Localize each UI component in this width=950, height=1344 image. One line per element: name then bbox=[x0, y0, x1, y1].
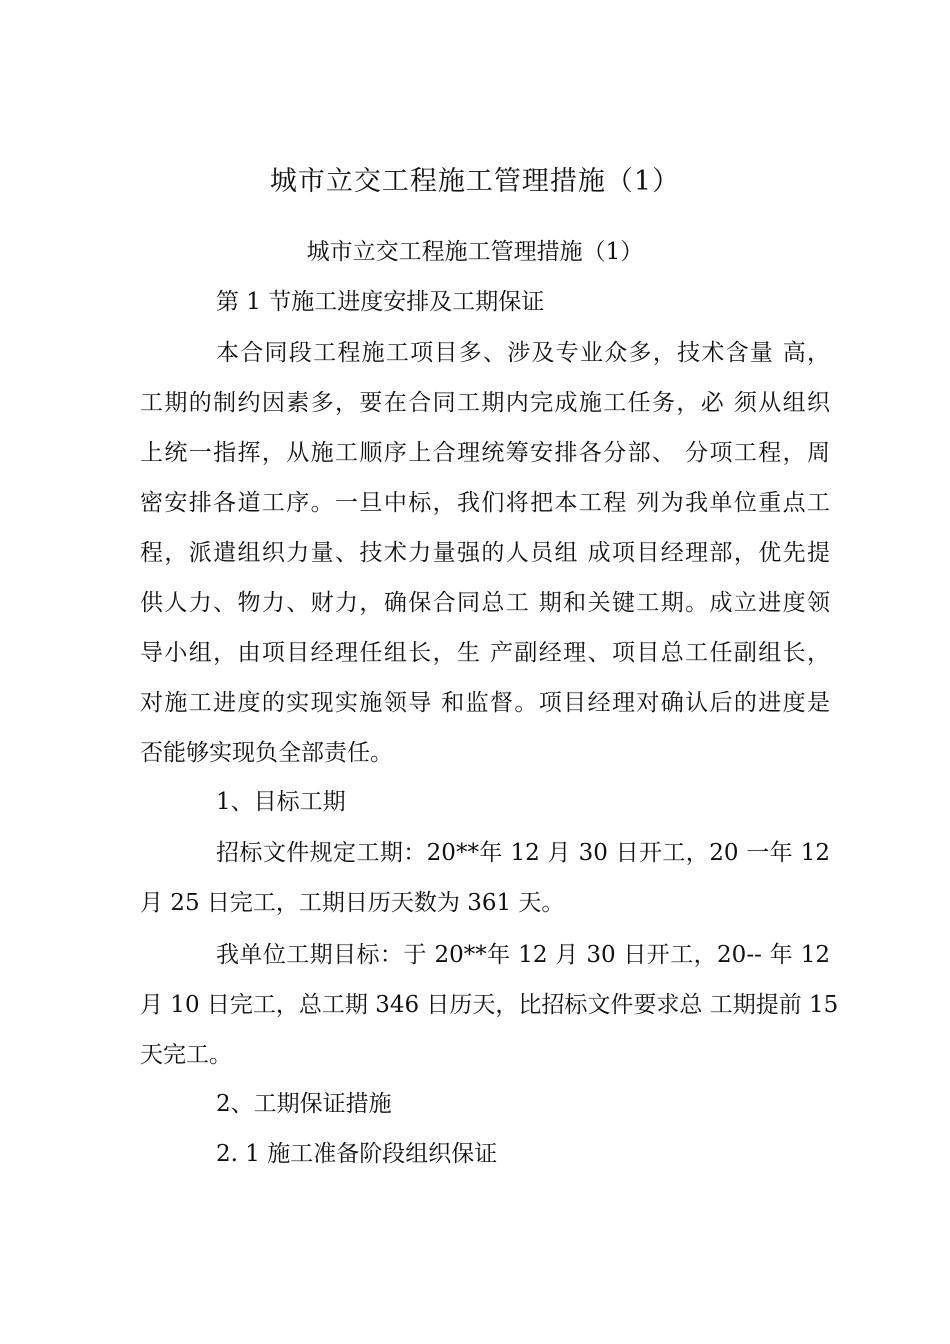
target-period-paragraph bbox=[140, 930, 839, 1080]
document-title: 城市立交工程施工管理措施（1） bbox=[269, 166, 681, 197]
item-heading-guarantee-measures: 2、工期保证措施 bbox=[216, 1091, 392, 1117]
paragraph-line: 密安排各道工序。一旦中标，我们将把本工程 列为我单位重点工 bbox=[140, 490, 830, 516]
paragraph-line: 供人力、物力、财力，确保合同总工 期和关键工期。成立进度领 bbox=[140, 590, 830, 616]
intro-paragraph bbox=[140, 328, 830, 778]
item-heading-target-period: 1、目标工期 bbox=[216, 789, 346, 815]
paragraph-line: 对施工进度的实现实施领导 和监督。项目经理对确认后的进度是 bbox=[140, 690, 830, 716]
paragraph-line: 上统一指挥，从施工顺序上合理统筹安排各分部、 分项工程，周 bbox=[140, 440, 830, 466]
paragraph-line: 月 10 日完工，总工期 346 日历天，比招标文件要求总 工期提前 15 bbox=[140, 992, 839, 1018]
paragraph-line: 天完工。 bbox=[140, 1042, 232, 1068]
paragraph-line: 导小组，由项目经理任组长，生 产副经理、项目总工任副组长， bbox=[140, 640, 830, 666]
section-heading: 第 1 节施工进度安排及工期保证 bbox=[216, 289, 545, 315]
paragraph-line: 月 25 日完工，工期日历天数为 361 天。 bbox=[140, 890, 565, 916]
paragraph-line: 招标文件规定工期：20**年 12 月 30 日开工，20 一年 12 bbox=[216, 840, 830, 866]
paragraph-line: 我单位工期目标：于 20**年 12 月 30 日开工，20-- 年 12 bbox=[216, 942, 830, 968]
tender-period-paragraph bbox=[140, 828, 830, 928]
document-subtitle: 城市立交工程施工管理措施（1） bbox=[306, 239, 644, 265]
paragraph-line: 本合同段工程施工项目多、涉及专业众多，技术含量 高， bbox=[216, 340, 830, 366]
paragraph-line: 工期的制约因素多，要在合同工期内完成施工任务，必 须从组织 bbox=[140, 390, 830, 416]
subitem-heading-preparation: 2. 1 施工准备阶段组织保证 bbox=[216, 1141, 498, 1167]
paragraph-line: 否能够实现负全部责任。 bbox=[140, 740, 393, 766]
paragraph-line: 程，派遣组织力量、技术力量强的人员组 成项目经理部，优先提 bbox=[140, 540, 830, 566]
